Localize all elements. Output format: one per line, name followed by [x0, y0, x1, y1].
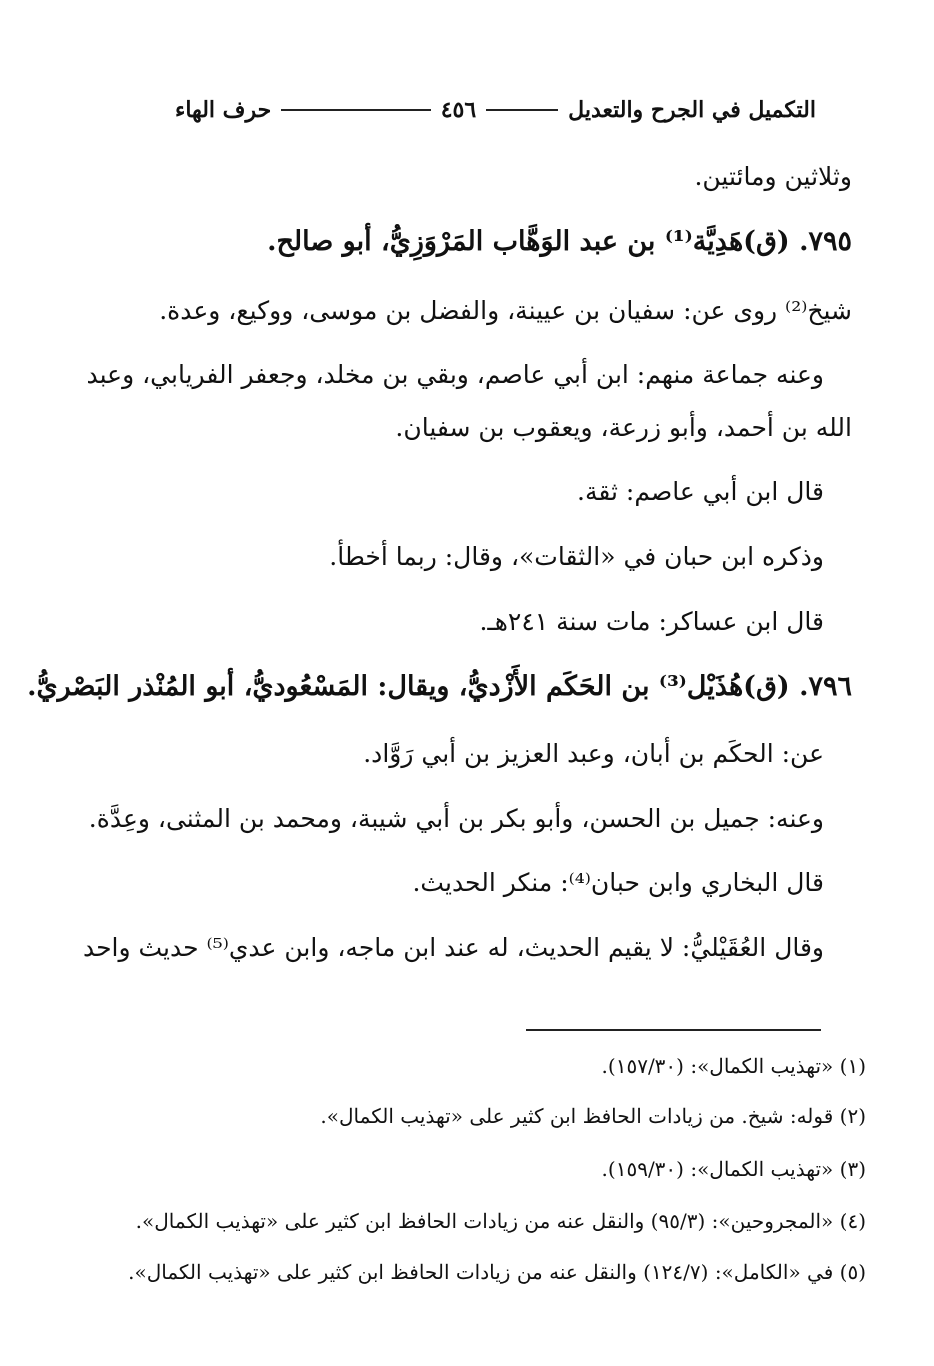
header-section: حرف الهاء [175, 97, 272, 123]
text-line: الله بن أحمد، وأبو زرعة، ويعقوب بن سفيان. [395, 413, 852, 442]
footnote-3: (٣) «تهذيب الكمال»: (١٥٩/٣٠). [601, 1157, 866, 1181]
footnote-1: (١) «تهذيب الكمال»: (١٥٧/٣٠). [601, 1054, 866, 1078]
header-dash [486, 109, 558, 111]
text-line: وقال العُقَيْليُّ: لا يقيم الحديث، له عند ابن ماجه، وابن عدي⁽⁵⁾ حديث واحد [82, 933, 824, 962]
text-line: وثلاثين ومائتين. [694, 162, 852, 191]
text-line: عن: الحكَم بن أبان، وعبد العزيز بن أبي رَوَّاد. [363, 739, 824, 768]
header-book-title: التكميل في الجرح والتعديل [568, 97, 816, 123]
text-line: قال ابن عساكر: مات سنة ٢٤١هـ. [479, 607, 824, 636]
text-line: قال البخاري وابن حبان⁽⁴⁾: منكر الحديث. [412, 868, 824, 897]
footnote-5: (٥) في «الكامل»: (١٢٤/٧) والنقل عنه من زيادات الحافظ ابن كثير على «تهذيب الكمال». [128, 1260, 866, 1284]
footnote-separator [526, 1029, 821, 1031]
running-header [175, 90, 816, 130]
text-line: قال ابن أبي عاصم: ثقة. [577, 477, 824, 506]
entry-heading-795: ٧٩٥. (ق)هَدِيَّة⁽¹⁾ بن عبد الوَهَّاب المَرْوَزِيُّ، أبو صالح. [267, 226, 852, 257]
footnote-4: (٤) «المجروحين»: (٩٥/٣) والنقل عنه من زيادات الحافظ ابن كثير على «تهذيب الكمال». [135, 1209, 866, 1233]
footnote-2: (٢) قوله: شيخ. من زيادات الحافظ ابن كثير على «تهذيب الكمال». [320, 1104, 866, 1128]
text-line: شيخ⁽²⁾ روى عن: سفيان بن عيينة، والفضل بن موسى، ووكيع، وعدة. [159, 296, 852, 325]
text-line: وذكره ابن حبان في «الثقات»، وقال: ربما أخطأ. [329, 542, 824, 571]
text-line: وعنه جماعة منهم: ابن أبي عاصم، وبقي بن مخلد، وجعفر الفريابي، وعبد [86, 360, 824, 389]
header-dash [281, 109, 430, 111]
header-page-number: ٤٥٦ [440, 97, 477, 123]
entry-heading-796: ٧٩٦. (ق)هُذَيْل⁽³⁾ بن الحَكَم الأَزْديُّ، ويقال: المَسْعُوديُّ، أبو المُنْذر البَصْريُّ. [27, 671, 852, 702]
text-line: وعنه: جميل بن الحسن، وأبو بكر بن أبي شيبة، ومحمد بن المثنى، وعِدَّة. [88, 804, 824, 833]
